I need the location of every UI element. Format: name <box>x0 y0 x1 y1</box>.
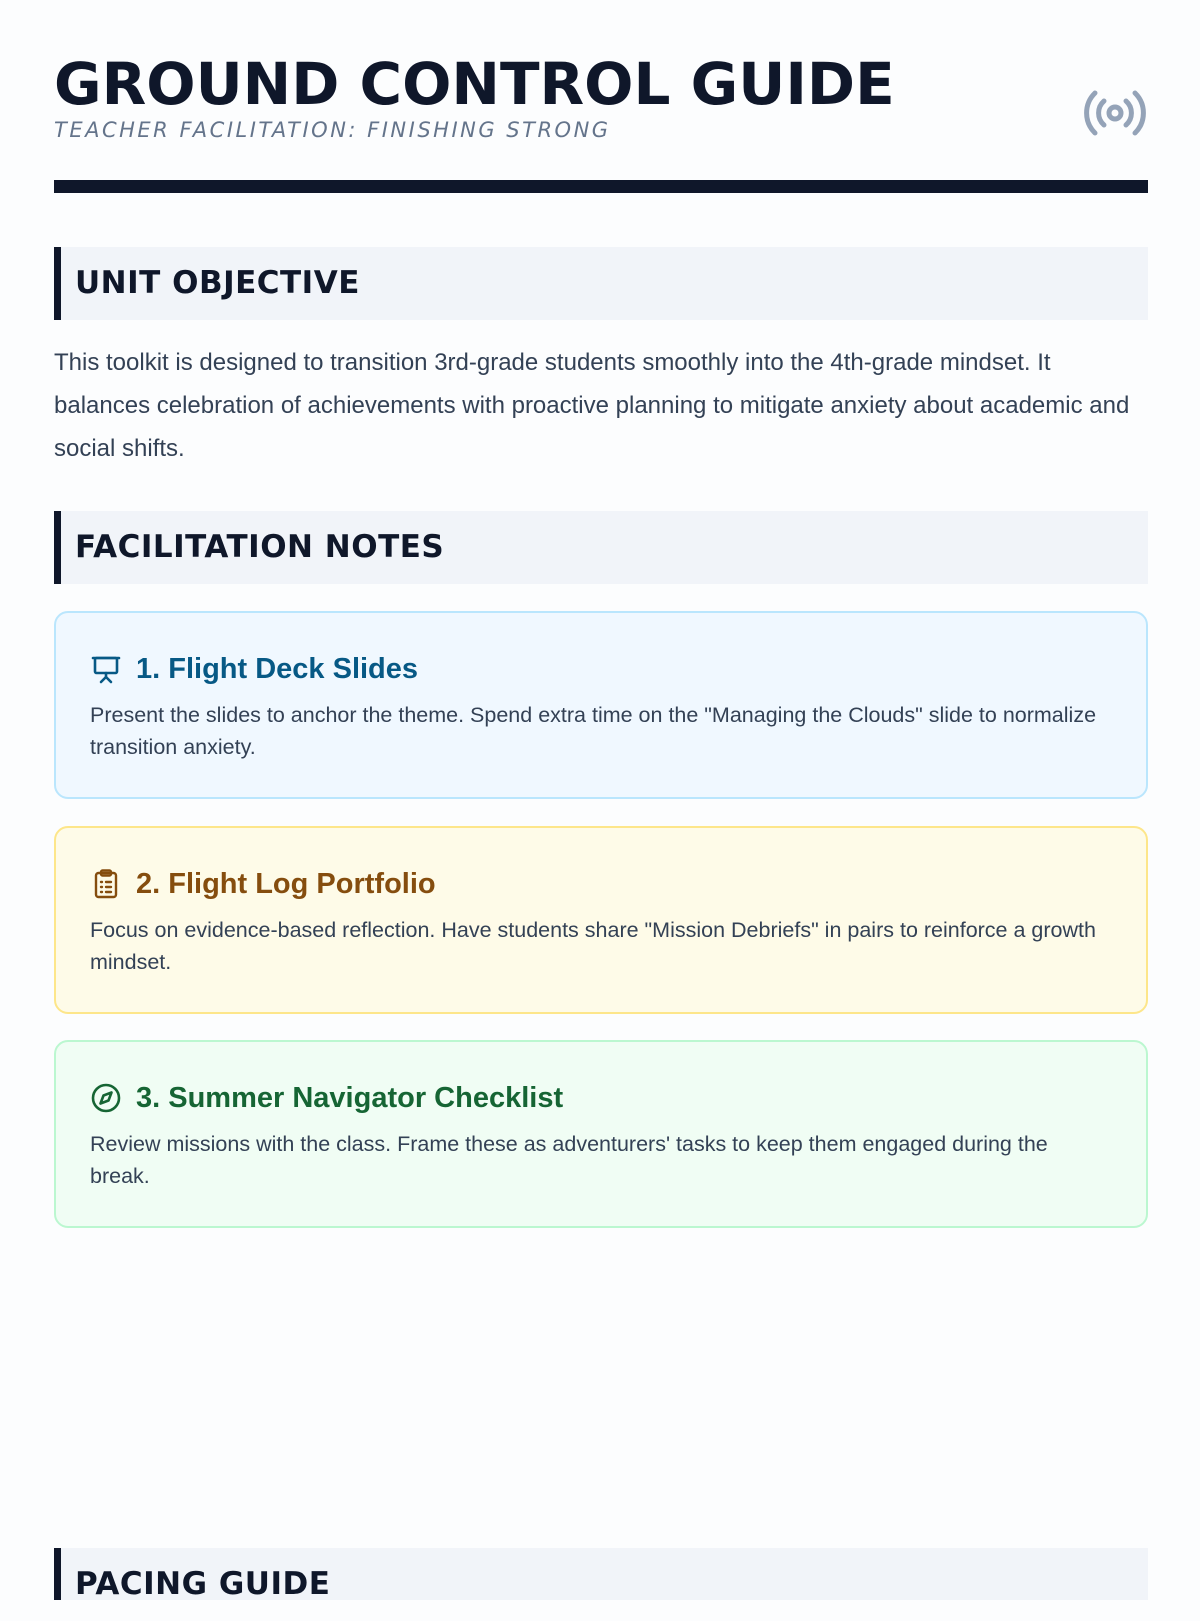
facilitation-notes-heading: FACILITATION NOTES <box>75 529 445 565</box>
flight-deck-slides-card <box>54 611 1148 799</box>
pacing-guide-header <box>54 1548 1148 1600</box>
page-title: GROUND CONTROL GUIDE <box>54 50 895 118</box>
unit-objective-text: This toolkit is designed to transition 3rd-grade students smoothly into the 4th-grade mindset. It balances celebration of achievements with proactive planning to mitigate anxiety about academic and social shifts. <box>54 349 1130 462</box>
header-divider <box>54 180 1148 193</box>
card-title-row <box>90 1078 1112 1118</box>
clipboard-list-icon <box>90 868 122 900</box>
presentation-icon <box>90 653 122 685</box>
unit-objective-header <box>54 247 1148 320</box>
compass-icon <box>90 1082 122 1114</box>
card-title: 3. Summer Navigator Checklist <box>136 1082 564 1114</box>
pacing-guide-heading: PACING GUIDE <box>75 1566 331 1602</box>
card-title-row <box>90 649 1112 689</box>
flight-log-portfolio-card <box>54 826 1148 1014</box>
unit-objective-heading: UNIT OBJECTIVE <box>75 265 360 301</box>
page-subtitle: TEACHER FACILITATION: FINISHING STRONG <box>54 118 611 142</box>
page-header <box>54 52 1148 148</box>
card-title-row <box>90 864 1112 904</box>
radio-broadcast-icon <box>1082 88 1148 138</box>
card-title: 2. Flight Log Portfolio <box>136 868 436 900</box>
card-body: Present the slides to anchor the theme. Spend extra time on the "Managing the Clouds" slide to normalize transition anxiety. <box>90 703 1097 759</box>
card-body: Review missions with the class. Frame these as adventurers' tasks to keep them engaged during the break. <box>90 1132 1048 1188</box>
summer-navigator-checklist-card <box>54 1040 1148 1228</box>
guide-page <box>54 0 1148 1600</box>
facilitation-notes-header <box>54 511 1148 584</box>
card-body: Focus on evidence-based reflection. Have students share "Mission Debriefs" in pairs to reinforce a growth mindset. <box>90 918 1096 974</box>
card-title: 1. Flight Deck Slides <box>136 653 419 685</box>
